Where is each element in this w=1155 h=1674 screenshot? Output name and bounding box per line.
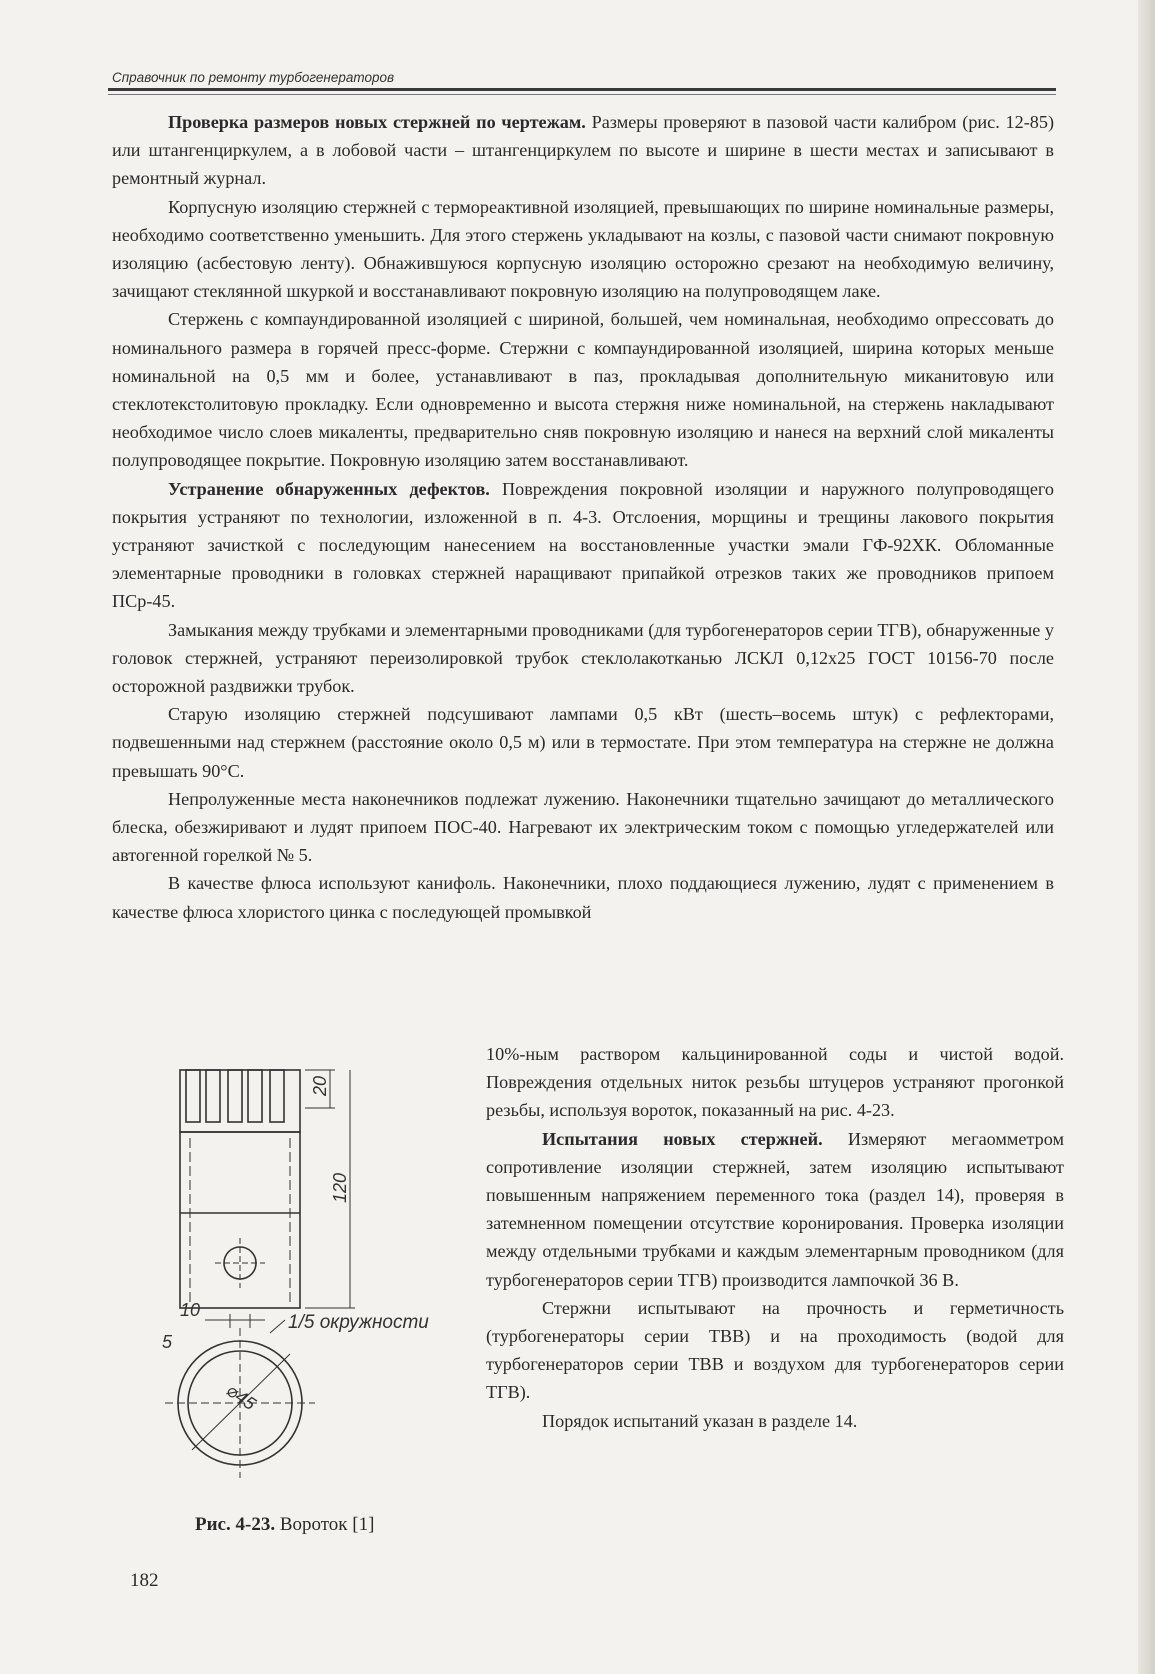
dim-20-label: 20 [310,1075,330,1096]
wrench-drawing [150,1058,470,1488]
paragraph: Испытания новых стержней. Измеряют мегаомметром сопротивление изоляции стержней, затем изоляцию испытывают повышенным напряжением переменного тока (раздел 14), проверяя в затемненном помещении отсутствие коронирования. Проверка изоляции между отдельными трубками и каждым элементарным проводником (для турбогенераторов серии ТГВ) производится лампочкой 36 В. [486,1128,1064,1290]
circumference-note: 1/5 окружности [288,1312,429,1333]
page-number: 182 [130,1570,159,1591]
header-rule-thin [108,94,1056,95]
paragraph: Замыкания между трубками и элементарными проводниками (для турбогенераторов серии ТГВ), обнаруженные у головок стержней, устраняют переизолировкой трубок стеклолакотканью ЛСКЛ 0,12х25 ГОСТ 10156-70 после осторожной раздвижки трубок. [112,619,1054,697]
wrench-figure [150,1058,470,1488]
dim-5-label: 5 [162,1332,173,1352]
paragraph: Корпусную изоляцию стержней с термореактивной изоляцией, превышающих по ширине номинальные размеры, необходимо соответственно уменьшить. Для этого стержень укладывают на козлы, с пазовой части снимают покровную изоляцию (асбестовую ленту). Обнажившуюся корпусную изоляцию осторожно срезают на необходимую величину, зачищают стеклянной шкуркой и восстанавливают покровную изоляцию на полупроводящем лаке. [112,196,1054,302]
section-heading: Проверка размеров новых стержней по чертежам. [168,112,586,132]
paragraph: Старую изоляцию стержней подсушивают лампами 0,5 кВт (шесть–восемь штук) с рефлекторами, подвешенными над стержнем (расстояние около 0,5 м) или в термостате. При этом температура на стержне не должна превышать 90°С. [112,704,1054,781]
dim-45-label: ⌀45 [222,1379,260,1414]
figure-caption: Рис. 4-23. Вороток [1] [195,1514,375,1535]
paragraph: Порядок испытаний указан в разделе 14. [542,1410,858,1431]
paragraph: Проверка размеров новых стержней по чертежам. Размеры проверяют в пазовой части калибром (рис. 12-85) или штангенциркулем, а в лобовой части – штангенциркулем по высоте и ширине в шести местах и записывают в ремонтный журнал. [112,112,1055,189]
paragraph: Устранение обнаруженных дефектов. Повреждения покровной изоляции и наружного полупроводящего покрытия устраняют по технологии, изложенной в п. 4-3. Отслоения, морщины и трещины лакового покрытия устраняют зачисткой с последующим нанесением на восстановленные участки эмали ГФ-92ХК. Обломанные элементарные проводники в головках стержней наращивают припайкой отрезков таких же проводников припоем ПСр-45. [112,478,1054,612]
paragraph: 10%-ным раствором кальцинированной соды и чистой водой. Повреждения отдельных ниток резьбы штуцеров устраняют прогонкой резьбы, используя вороток, показанный на рис. 4-23. [486,1044,1064,1121]
main-text [112,108,1054,926]
page-edge [1138,0,1155,1674]
paragraph: Стержень с компаундированной изоляцией с шириной, большей, чем номинальная, необходимо опрессовать до номинального размера в горячей пресс-форме. Стержни с компаундированной изоляцией, ширина которых меньше номинальной на 0,5 мм и более, устанавливают в паз, прокладывая дополнительную миканитовую или стеклотекстолитовую прокладку. Если одновременно и высота стержня ниже номинальной, на стержень накладывают необходимое число слоев микаленты, предварительно сняв покровную изоляцию и нанеся на верхний слой микаленты полупроводящее покрытие. Покровную изоляцию затем восстанавливают. [112,309,1054,471]
right-column-text [486,1040,1064,1435]
dim-10-label: 10 [180,1300,201,1320]
paragraph: В качестве флюса используют канифоль. Наконечники, плохо поддающиеся лужению, лудят с применением в качестве флюса хлористого цинка с последующей промывкой [112,873,1054,922]
running-title: Справочник по ремонту турбогенераторов [112,70,395,85]
section-heading: Испытания новых стержней. [542,1128,823,1149]
paragraph: Непролуженные места наконечников подлежат лужению. Наконечники тщательно зачищают до металлического блеска, обезжиривают и лудят припоем ПОС-40. Нагревают их электрическим током с помощью угледержателей или автогенной горелкой № 5. [112,788,1054,866]
section-heading: Устранение обнаруженных дефектов. [168,478,490,499]
wrench-body [180,1132,300,1308]
dim-120-label: 120 [330,1172,350,1203]
paragraph: Стержни испытывают на прочность и герметичность (турбогенераторы серии ТВВ) и на проходимость (водой для турбогенераторов серии ТВВ и воздухом для турбогенераторов серии ТГВ). [486,1297,1064,1403]
header-rule [108,88,1056,91]
